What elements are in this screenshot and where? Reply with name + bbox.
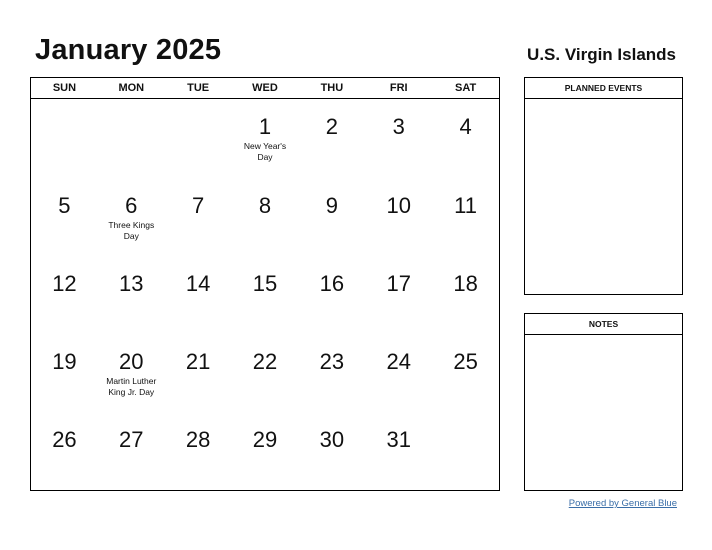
day-cell [232,255,299,333]
day-cell [298,333,365,411]
day-cell [365,411,432,489]
day-cell [31,333,98,411]
weekday-thu: THU [320,82,344,94]
weekday-wed: WED [252,82,278,94]
day-number: 25 [453,349,478,374]
day-number: 14 [185,271,211,296]
holiday-label: New Year's Day [243,141,287,162]
week-row [31,99,499,177]
day-number: 23 [319,349,345,374]
day-number: 19 [52,349,77,374]
day-cell [31,177,98,255]
day-number: 17 [386,271,411,296]
week-row [31,411,499,489]
day-number: 13 [119,271,144,296]
week-row [31,333,499,411]
day-number: 12 [52,271,77,296]
day-cell [298,411,365,489]
day-cell [432,99,499,177]
day-cell [298,177,365,255]
weekday-tue: TUE [187,82,210,94]
day-number: 22 [252,349,278,374]
day-cell [298,255,365,333]
region-name: U.S. Virgin Islands [527,45,676,64]
week-row [31,177,499,255]
day-number: 28 [185,427,211,452]
day-number: 21 [185,349,211,374]
holiday-label: Martin Luther King Jr. Day [106,376,157,397]
calendar-weeks [31,99,499,489]
day-number: 5 [58,193,71,218]
day-number: 24 [386,349,411,374]
day-number: 6 [125,193,138,218]
page-title: January 2025 [35,34,222,66]
day-number: 3 [392,114,405,139]
calendar-grid [30,77,500,491]
day-cell [365,99,432,177]
day-cell [365,333,432,411]
day-cell [98,255,165,333]
day-cell [98,177,165,255]
notes-panel [524,313,683,491]
day-number: 1 [258,114,272,139]
weekday-sun: SUN [52,82,77,94]
day-number: 26 [52,427,77,452]
holiday-label: Three Kings Day [108,220,155,241]
weekday-fri: FRI [389,82,408,94]
day-cell [31,99,98,177]
day-number: 20 [119,349,144,374]
day-cell [432,177,499,255]
day-number: 4 [459,114,472,139]
day-cell [31,411,98,489]
weekday-mon: MON [118,82,145,94]
day-cell [232,99,299,177]
day-cell [165,333,232,411]
day-number: 7 [192,193,205,218]
day-cell [165,99,232,177]
day-cell [232,333,299,411]
day-cell [365,255,432,333]
day-cell [232,177,299,255]
day-number: 11 [454,193,477,218]
day-cell [165,177,232,255]
weekday-header-row [31,78,499,99]
day-cell [232,411,299,489]
day-cell [165,411,232,489]
day-cell [298,99,365,177]
day-cell [432,255,499,333]
powered-by-link[interactable]: Powered by General Blue [568,498,677,509]
week-row [31,255,499,333]
planned-events-panel [524,77,683,295]
day-number: 8 [258,193,272,218]
day-cell [432,333,499,411]
weekday-sat: SAT [454,82,477,94]
notes-heading: NOTES [525,314,682,335]
planned-events-heading: PLANNED EVENTS [525,78,682,99]
day-cell [98,333,165,411]
day-cell [98,411,165,489]
day-cell [98,99,165,177]
day-number: 27 [119,427,144,452]
day-number: 31 [386,427,411,452]
day-number: 29 [252,427,278,452]
day-number: 9 [325,193,338,218]
day-number: 16 [319,271,345,296]
day-number: 30 [319,427,345,452]
day-number: 10 [386,193,411,218]
day-cell [365,177,432,255]
day-cell [432,411,499,489]
day-number: 15 [252,271,278,296]
day-cell [31,255,98,333]
day-number: 2 [325,114,338,139]
day-number: 18 [453,271,478,296]
day-cell [165,255,232,333]
